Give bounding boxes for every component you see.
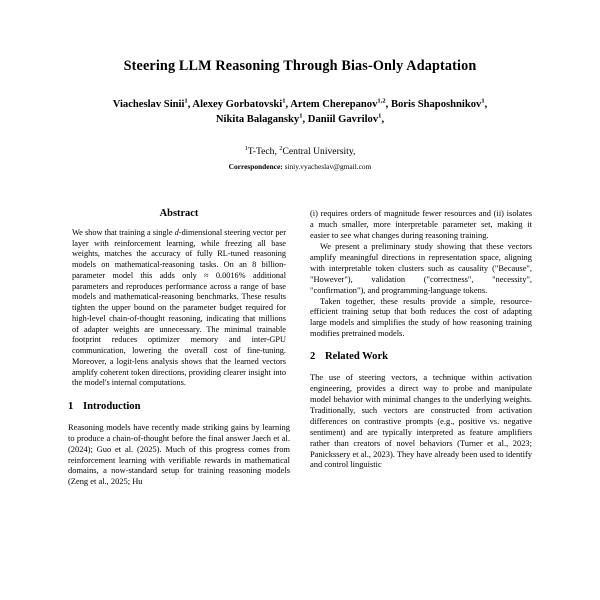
section-number-related-work: 2 <box>310 351 316 363</box>
abstract-heading: Abstract <box>159 208 199 219</box>
abstract-block <box>72 208 286 389</box>
correspondence-email: siniy.vyacheslav@gmail.com <box>284 161 372 171</box>
introduction-paragraph: Reasoning models have recently made striking gains by learning to produce a chain-of-thought before the final answer Jaech et al. (2024); Guo et al. (2025). Much of this progress comes from reinforcement learning with verifiable rewards in mathematical domains, a now-standard setup for training reasoning models (Zeng et al., 2025; Hu <box>68 421 290 487</box>
author-line-2: Nikita Balagansky$^1$, Daniil Gavrilov$^1$, <box>215 112 385 126</box>
affiliations: $^1$T-Tech, $^2$Central University, <box>244 144 356 158</box>
author-list <box>58 97 542 128</box>
related-work-paragraph: The use of steering vectors, a technique within activation engineering, provides a direct way to probe and manipulate model behavior with minimal changes to the underlying weights. Traditionally, such vectors are constructed from activation differences on contrastive prompts (e.g., positive vs. negative sentiment) and are typically interpreted as feature amplifiers rather than creators of novel behaviors (Turner et al., 2023; Panickssery et al., 2023). They have already been used to identify and control linguistic <box>310 371 532 470</box>
section-title-related-work: Related Work <box>325 351 389 363</box>
abstract-body <box>72 228 286 389</box>
author-line-1: Viacheslav Sinii$^1$, Alexey Gorbatovski$^1$, Artem Cherepanov$^{1,2}$, Boris Shaposhnikov$^1$, <box>112 97 488 110</box>
section-heading-related-work <box>310 351 532 364</box>
left-column <box>68 208 290 600</box>
page-title: Steering LLM Reasoning Through Bias-Only Adaptation <box>123 58 477 74</box>
section-number-introduction: 1 <box>68 401 74 413</box>
correspondence <box>0 162 600 171</box>
intro-continued-paragraph-1: (i) requires orders of magnitude fewer resources and (ii) isolates a much smaller, more interpretable parameter set, making it easier to see what changes during reasoning training. <box>310 208 532 240</box>
title-block <box>0 0 600 171</box>
section-heading-introduction <box>68 401 290 414</box>
right-column <box>310 208 532 600</box>
intro-continued-paragraph-2: We present a preliminary study showing that these vectors amplify meaningful directions in representation space, aligning with interpretable token clusters such as causality ("Because", "However"), validation ("correctness", "necessity", "confirmation"), and programming-language tokens. <box>310 240 532 295</box>
body-columns <box>0 208 600 600</box>
section-title-introduction: Introduction <box>83 401 141 413</box>
intro-continued-paragraph-3: Taken together, these results provide a simple, resource-efficient training setup that both reduces the cost of adapting large models and simplifies the study of how reasoning training modifies pretrained models. <box>310 295 532 339</box>
abstract-text: We show that training a single d-dimensional steering vector per layer with reinforcement learning, while freezing all base weights, matches the accuracy of fully RL-tuned reasoning models on mathematical-reasoning tasks. On an 8 billion-parameter model this adds only ≈ 0.0016% additional parameters and reproduces performance across a range of base models and mathematical-reasoning benchmarks. These results tighten the upper bound on the parameter budget required for high-level chain-of-thought reasoning, indicating that millions of adapter weights are unnecessary. The minimal trainable footprint reduces optimizer memory and inter-GPU communication, lowering the overall cost of fine-tuning. Moreover, a logit-lens analysis shows that the learned vectors amplify coherent token directions, providing clearer insight into the model's internal computations. <box>72 228 286 388</box>
correspondence-label: Correspondence: <box>228 161 283 171</box>
